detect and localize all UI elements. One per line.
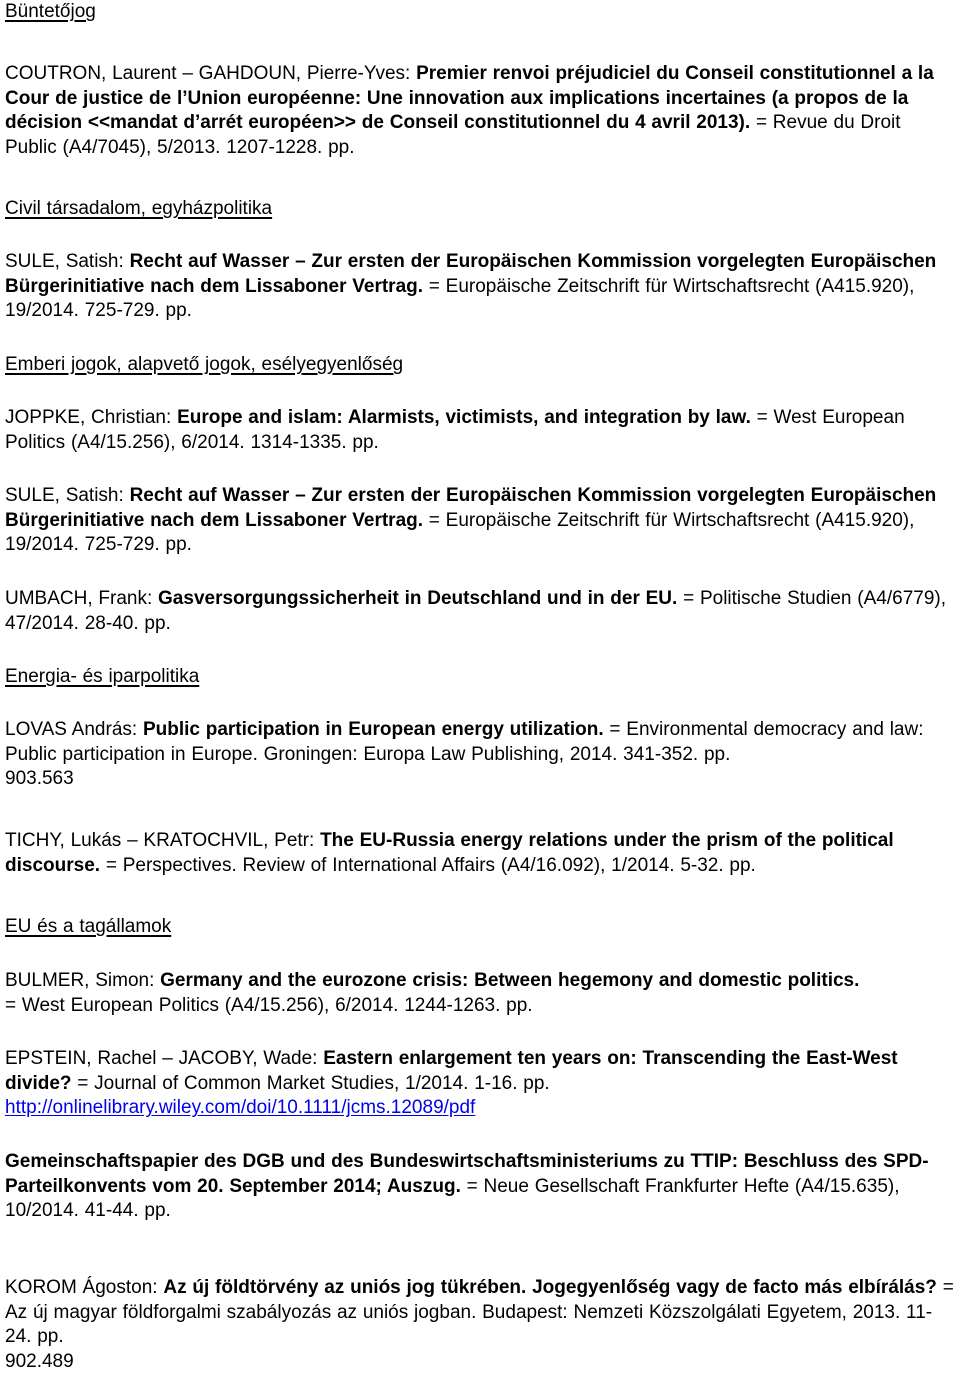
entry-title: Public participation in European energy utilization. — [142, 719, 604, 740]
entry-source: = Perspectives. Review of International Affairs (A4/16.092), 1/2014. 5-32. pp. — [105, 854, 756, 876]
entry-title: Recht auf Wasser – Zur ersten der Europäischen Kommission vorgelegten Europäischen Bürgerinitiative nach dem Lissaboner Vertrag. — [5, 251, 937, 297]
entry-epstein — [5, 1047, 957, 1121]
entry-joppke — [5, 406, 957, 455]
entry-source: = West European Politics (A4/15.256), 6/2014. 1314-1335. pp. — [5, 407, 905, 453]
entry-source: = Neue Gesellschaft Frankfurter Hefte (A4/15.635), 10/2014. 41-44. pp. — [5, 1175, 900, 1222]
entry-call-number: 902.489 — [5, 1350, 74, 1372]
entry-title: Premier renvoi préjudiciel du Conseil constitutionnel a la Cour de justice de l’Union européenne: Une innovation aux implications incertaines (a propos de la décision <<mandat d’arrét européen>> de Conseil constitutionnel du 4 avril 2013). — [5, 63, 934, 134]
entry-dgb-ttip — [5, 1150, 957, 1224]
entry-source: = Az új magyar földforgalmi szabályozás az uniós jogban. Budapest: Nemzeti Közszolgálati Egyetem, 2013. 11-24. pp. — [5, 1277, 954, 1348]
section-heading-buntetojog: Büntetőjog — [5, 1, 96, 22]
entry-authors: EPSTEIN, Rachel – JACOBY, Wade: — [5, 1048, 318, 1069]
entry-authors: JOPPKE, Christian: — [5, 407, 172, 428]
entry-authors: SULE, Satish: — [5, 251, 124, 272]
entry-korom — [5, 1276, 957, 1374]
entry-authors: COUTRON, Laurent – GAHDOUN, Pierre-Yves: — [5, 63, 411, 84]
entry-title: Europe and islam: Alarmists, victimists, and integration by law. — [177, 407, 751, 428]
section-heading-energia: Energia- és iparpolitika — [5, 666, 200, 687]
entry-title: Gemeinschaftspapier des DGB und des Bundeswirtschaftsministeriums zu TTIP: Beschluss des SPD-Parteilkonvents vom 20. September 2014; Auszug. — [5, 1151, 929, 1197]
entry-source: = Environmental democracy and law: Public participation in Europe. Groningen: Europa Law Publishing, 2014. 341-352. pp. — [5, 719, 924, 765]
entry-authors: LOVAS András: — [5, 719, 138, 740]
entry-title: Eastern enlargement ten years on: Transcending the East-West divide? — [5, 1048, 898, 1094]
entry-authors: BULMER, Simon: — [5, 970, 155, 991]
entry-tichy — [5, 829, 957, 878]
entry-title: The EU-Russia energy relations under the prism of the political discourse. — [5, 830, 894, 876]
entry-sule-2 — [5, 484, 957, 558]
entry-title: Recht auf Wasser – Zur ersten der Europäischen Kommission vorgelegten Europäischen Bürgerinitiative nach dem Lissaboner Vertrag. — [5, 485, 937, 531]
entry-source: = Europäische Zeitschrift für Wirtschaftsrecht (A415.920), 19/2014. 725-729. pp. — [5, 509, 915, 556]
entry-title: Az új földtörvény az uniós jog tükrében. Jogegyenlőség vagy de facto más elbírálás? — [163, 1277, 937, 1298]
entry-authors: KOROM Ágoston: — [5, 1277, 158, 1298]
section-heading-emberi: Emberi jogok, alapvető jogok, esélyegyenlőség — [5, 354, 404, 375]
entry-lovas — [5, 718, 957, 792]
entry-call-number: 903.563 — [5, 768, 74, 790]
entry-coutron — [5, 62, 957, 160]
section-heading-eu: EU és a tagállamok — [5, 916, 172, 937]
entry-bulmer — [5, 969, 957, 1018]
entry-umbach — [5, 587, 957, 636]
section-heading-civil: Civil társadalom, egyházpolitika — [5, 198, 273, 219]
entry-authors: UMBACH, Frank: — [5, 588, 153, 609]
entry-authors: TICHY, Lukás – KRATOCHVIL, Petr: — [5, 830, 315, 851]
entry-source: = West European Politics (A4/15.256), 6/2014. 1244-1263. pp. — [5, 994, 533, 1016]
entry-source: = Revue du Droit Public (A4/7045), 5/2013. 1207-1228. pp. — [5, 112, 901, 158]
entry-title: Gasversorgungssicherheit in Deutschland und in der EU. — [158, 588, 678, 609]
entry-link[interactable]: http://onlinelibrary.wiley.com/doi/10.1111/jcms.12089/pdf — [5, 1097, 476, 1119]
entry-sule-1 — [5, 250, 957, 324]
entry-source: = Politische Studien (A4/6779), 47/2014. 28-40. pp. — [5, 588, 947, 634]
entry-authors: SULE, Satish: — [5, 485, 124, 506]
entry-title: Germany and the eurozone crisis: Between hegemony and domestic politics. — [160, 970, 860, 991]
entry-source: = Europäische Zeitschrift für Wirtschaftsrecht (A415.920), 19/2014. 725-729. pp. — [5, 275, 915, 322]
entry-source: = Journal of Common Market Studies, 1/2014. 1-16. pp. — [77, 1072, 550, 1094]
